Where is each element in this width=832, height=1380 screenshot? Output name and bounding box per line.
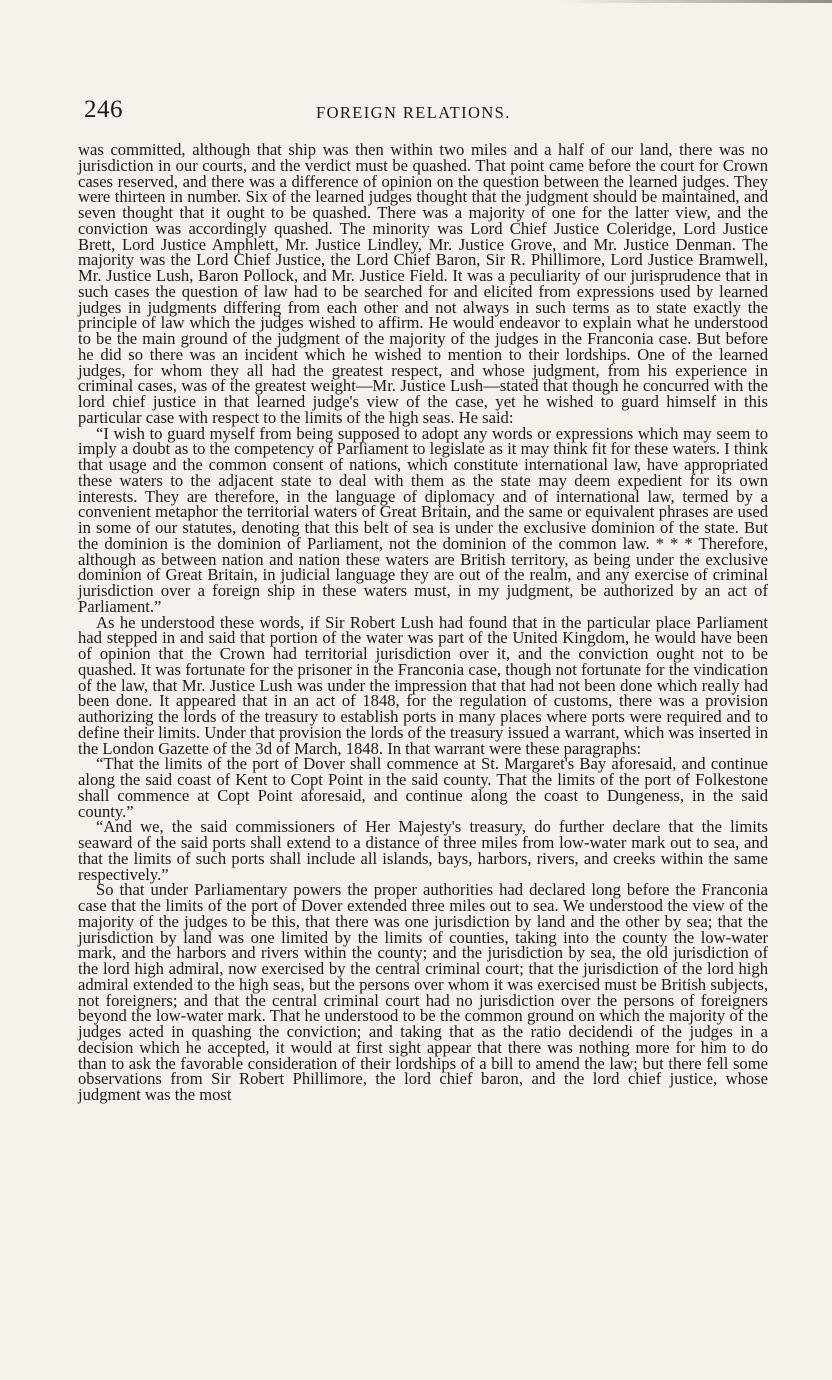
running-head: FOREIGN RELATIONS. [316, 103, 511, 122]
body-text [78, 142, 768, 1103]
page-number: 246 [84, 96, 123, 123]
paragraph-understood-words: As he understood these words, if Sir Robert Lush had found that in the particular place Parliament had stepped in and said that portion of the water was part of the United Kingdom, he would have been of opinion that the Crown had territorial jurisdiction over it, and the conviction ought not to be quashed. It was fortunate for the prisoner in the Franconia case, though not fortunate for the vindication of the law, that Mr. Justice Lush was under the impression that that had not been done which really had been done. It appeared that in an act of 1848, for the regulation of customs, there was a provision authorizing the lords of the treasury to establish ports in many places where ports were required and to define their limits. Under that provision the lords of the treasury issued a warrant, which was inserted in the London Gazette of the 3d of March, 1848. In that warrant were these paragraphs: [78, 612, 768, 758]
page-header [84, 96, 770, 126]
paragraph-continuation: was committed, although that ship was then within two miles and a half of our land, there was no jurisdiction in our courts, and the verdict must be quashed. That point came before the court for Crown cases reserved, and there was a difference of opinion on the question between the learned judges. They were thirteen in number. Six of the learned judges thought that the judgment should be maintained, and seven thought that it ought to be quashed. There was a majority of one for the latter view, and the conviction was accordingly quashed. The minority was Lord Chief Justice Coleridge, Lord Justice Brett, Lord Justice Amphlett, Mr. Justice Lindley, Mr. Justice Grove, and Mr. Justice Denman. The majority was the Lord Chief Justice, the Lord Chief Baron, Sir R. Phillimore, Lord Justice Bramwell, Mr. Justice Lush, Baron Pollock, and Mr. Justice Field. It was a peculiarity of our jurisprudence that in such cases the question of law had to be searched for and elicited from expressions used by learned judges in judgments differing from each other and not always in such terms as to state exactly the principle of law which the judges wished to affirm. He would endeavor to explain what he understood to be the main ground of the judgment of the majority of the judges in the Franconia case. But before he did so there was an incident which he wished to mention to their lordships. One of the learned judges, for whom they all had the greatest respect, and whose judgment, from his experience in criminal cases, was of the greatest weight—Mr. Justice Lush—stated that though he concurred with the lord chief justice in that learned judge's view of the case, yet he wished to guard himself in this particular case with respect to the limits of the high seas. He said: [78, 140, 768, 427]
paragraph-parliamentary-powers: So that under Parliamentary powers the proper authorities had declared long before the Franconia case that the limits of the port of Dover extended three miles out to sea. We understood the view of the majority of the judges to be this, that there was one jurisdiction by land and the other by sea; that the jurisdiction by land was one limited by the limits of counties, taking into the county the low-water mark, and the harbors and rivers within the county; and the jurisdiction by sea, the old jurisdiction of the lord high admiral, now exercised by the central criminal court; that the jurisdiction of the lord high admiral extended to the high seas, but the persons over whom it was exercised must be British subjects, not foreigners; and that the central criminal court had no jurisdiction over the persons of foreigners beyond the low-water mark. That he understood to be the common ground on which the majority of the judges acted in quashing the conviction; and taking that as the ratio decidendi of the judges in a decision which he accepted, it would at first sight appear that there was nothing more for him to do than to ask the favorable consideration of their lordships of a bill to amend the law; but there fell some observations from Sir Robert Phillimore, the lord chief baron, and the lord chief justice, whose judgment was the most [78, 880, 768, 1104]
paragraph-commissioners-quote: “And we, the said commissioners of Her Majesty's treasury, do further declare that the limits seaward of the said ports shall extend to a distance of three miles from low-water mark out to sea, and that the limits of such ports shall include all islands, bays, harbors, rivers, and creeks within the same respectively.” [78, 817, 768, 884]
scan-edge-rule [560, 0, 832, 3]
paragraph-lush-quote: “I wish to guard myself from being supposed to adopt any words or expressions which may seem to imply a doubt as to the competency of Parliament to legislate as it may think fit for these waters. I think that usage and the common consent of nations, which constitute international law, have appropriated these waters to the adjacent state to deal with them as the state may deem expedient for its own interests. They are therefore, in the language of diplomacy and of international law, termed by a convenient metaphor the territorial waters of Great Britain, and the same or equivalent phrases are used in some of our statutes, denoting that this belt of sea is under the exclusive dominion of the state. But the dominion is the dominion of Parliament, not the dominion of the common law. * * * Therefore, although as between nation and nation these waters are British territory, as being under the exclusive dominion of Great Britain, in judicial language they are out of the realm, and any exercise of criminal jurisdiction over a foreign ship in these waters must, in my judgment, be authorized by an act of Parliament.” [78, 423, 768, 616]
paragraph-dover-limits-quote: “That the limits of the port of Dover shall commence at St. Margaret's Bay aforesaid, and continue along the said coast of Kent to Copt Point in the said county. That the limits of the port of Folkestone shall commence at Copt Point aforesaid, and continue along the coast to Dungeness, in the said county.” [78, 754, 768, 821]
